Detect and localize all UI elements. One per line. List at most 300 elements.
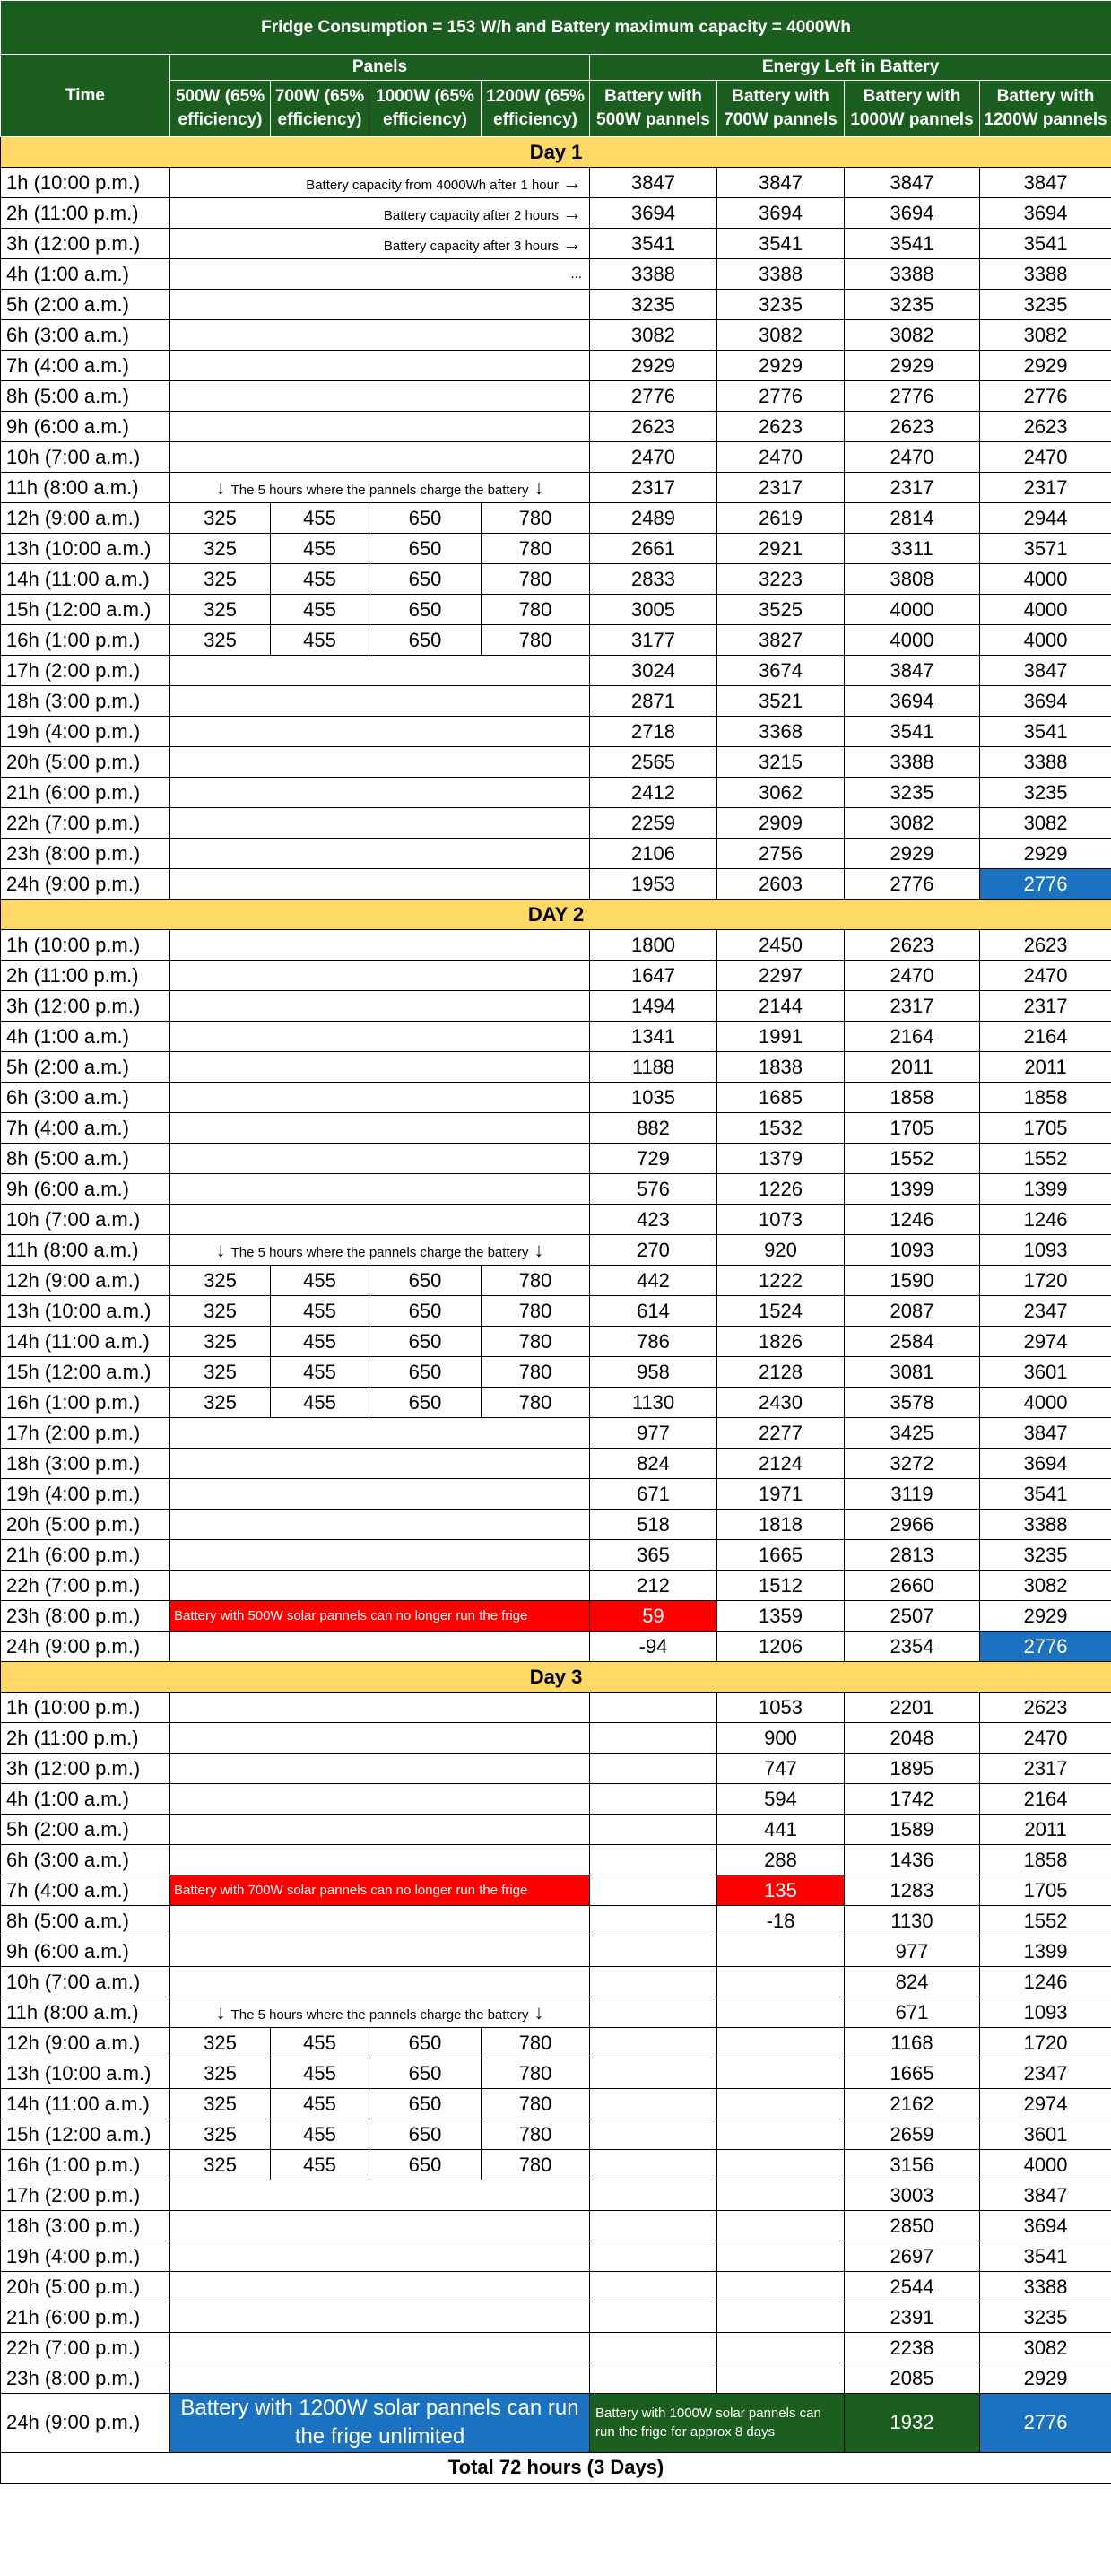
battery-value-cell: 1991	[717, 1022, 845, 1052]
battery-value-cell: 3601	[980, 2119, 1111, 2150]
battery-value-cell: 1246	[845, 1205, 980, 1235]
battery-value-cell: 2623	[980, 1693, 1111, 1723]
battery-value-cell: 2317	[845, 473, 980, 503]
battery-value-cell: 2623	[980, 930, 1111, 961]
battery-value-cell: 1436	[845, 1845, 980, 1875]
battery-value-cell: 3235	[717, 290, 845, 320]
battery-value-cell: -94	[590, 1632, 717, 1662]
battery-value-cell: 3388	[845, 747, 980, 778]
battery-value-cell: 2814	[845, 503, 980, 534]
time-cell: 7h (4:00 a.m.)	[1, 1113, 170, 1144]
time-cell: 23h (8:00 p.m.)	[1, 1601, 170, 1632]
battery-value-cell: 2470	[980, 442, 1111, 473]
time-cell: 17h (2:00 p.m.)	[1, 656, 170, 686]
table-row	[1, 168, 1111, 198]
total-label: Total 72 hours (3 Days)	[1, 2452, 1111, 2483]
table-row	[1, 259, 1111, 290]
table-row	[1, 1967, 1111, 1997]
time-cell: 24h (9:00 p.m.)	[1, 869, 170, 900]
battery-value-cell: 1665	[717, 1540, 845, 1571]
battery-value-cell: 3311	[845, 534, 980, 564]
battery-value-cell: 824	[590, 1449, 717, 1479]
battery-value-cell: 1399	[845, 1174, 980, 1205]
battery-value-cell: 1971	[717, 1479, 845, 1510]
empty-panel-cell	[170, 2363, 590, 2394]
battery-value-cell: 2660	[845, 1571, 980, 1601]
battery-value-cell: 3541	[980, 229, 1111, 259]
battery-value-cell: 2124	[717, 1449, 845, 1479]
battery-value-cell: 2544	[845, 2272, 980, 2302]
battery-value-cell	[590, 2241, 717, 2272]
time-cell: 8h (5:00 a.m.)	[1, 1144, 170, 1174]
panel-output-cell: 780	[482, 2150, 590, 2180]
charge-annotation	[170, 1235, 590, 1266]
battery-value-cell	[590, 1784, 717, 1815]
empty-panel-cell	[170, 381, 590, 412]
panels-header: Panels	[170, 55, 590, 81]
battery-value-cell: 2011	[980, 1815, 1111, 1845]
battery-value-cell: 365	[590, 1540, 717, 1571]
table-row	[1, 1205, 1111, 1235]
table-row	[1, 930, 1111, 961]
time-cell: 19h (4:00 p.m.)	[1, 1479, 170, 1510]
battery-value-cell: 3082	[980, 1571, 1111, 1601]
battery-value-cell	[717, 2180, 845, 2211]
battery-value-cell: -18	[717, 1906, 845, 1936]
time-cell: 21h (6:00 p.m.)	[1, 778, 170, 808]
charge-annotation-text: The 5 hours where the pannels charge the battery	[230, 1244, 529, 1260]
battery-value-cell: 4000	[845, 625, 980, 656]
battery-value-cell: 3235	[845, 290, 980, 320]
battery-value-cell	[590, 2272, 717, 2302]
battery-value-cell: 1858	[980, 1083, 1111, 1113]
time-cell: 23h (8:00 p.m.)	[1, 839, 170, 869]
time-cell: 14h (11:00 a.m.)	[1, 564, 170, 595]
table-row	[1, 2211, 1111, 2241]
battery-value-cell: 2470	[980, 1723, 1111, 1754]
battery-value-cell: 1093	[980, 1997, 1111, 2028]
battery-value-cell	[717, 1967, 845, 1997]
battery-value-cell: 1130	[845, 1906, 980, 1936]
battery-value-cell: 3578	[845, 1388, 980, 1418]
table-row	[1, 290, 1111, 320]
panel-output-cell: 325	[170, 2058, 271, 2089]
battery-value-cell: 2106	[590, 839, 717, 869]
time-cell: 1h (10:00 p.m.)	[1, 1693, 170, 1723]
alert-700w: Battery with 700W solar pannels can no longer run the frige	[170, 1875, 590, 1906]
panel-output-cell: 650	[369, 2119, 482, 2150]
battery-value-cell: 3388	[845, 259, 980, 290]
time-cell: 15h (12:00 a.m.)	[1, 1357, 170, 1388]
battery-value-cell: 1818	[717, 1510, 845, 1540]
battery-value-cell: 977	[845, 1936, 980, 1967]
time-cell: 23h (8:00 p.m.)	[1, 2363, 170, 2394]
capacity-annotation-text: Battery capacity after 2 hours	[383, 207, 559, 223]
battery-value-cell: 3388	[980, 1510, 1111, 1540]
battery-value-cell: 2507	[845, 1601, 980, 1632]
battery-value-cell: 3082	[845, 320, 980, 351]
battery-value-cell	[717, 2241, 845, 2272]
panel-output-cell: 325	[170, 2150, 271, 2180]
ellipsis-annotation: ...	[170, 259, 590, 290]
time-cell: 10h (7:00 a.m.)	[1, 442, 170, 473]
table-row	[1, 2363, 1111, 2394]
battery-col-header: Battery with 1200W pannels	[980, 81, 1111, 137]
battery-value-cell: 3674	[717, 656, 845, 686]
time-cell: 6h (3:00 a.m.)	[1, 320, 170, 351]
battery-value-cell: 3847	[717, 168, 845, 198]
battery-value-cell: 3694	[980, 2211, 1111, 2241]
battery-value-cell	[590, 2333, 717, 2363]
battery-value-cell: 1705	[980, 1113, 1111, 1144]
battery-value-cell: 614	[590, 1296, 717, 1327]
battery-value-cell: 1800	[590, 930, 717, 961]
battery-value-cell: 2470	[845, 442, 980, 473]
time-cell: 6h (3:00 a.m.)	[1, 1845, 170, 1875]
battery-value-cell: 2929	[717, 351, 845, 381]
panel-output-cell: 455	[271, 1327, 369, 1357]
table-row	[1, 473, 1111, 503]
battery-value-cell: 3082	[590, 320, 717, 351]
battery-value-cell	[717, 2058, 845, 2089]
battery-value-cell: 1512	[717, 1571, 845, 1601]
time-cell: 5h (2:00 a.m.)	[1, 1052, 170, 1083]
battery-value-cell: 1895	[845, 1754, 980, 1784]
battery-value-cell: 900	[717, 1723, 845, 1754]
empty-panel-cell	[170, 2180, 590, 2211]
arrow-down-icon: ↓	[534, 2000, 544, 2023]
battery-value-cell: 3694	[980, 1449, 1111, 1479]
battery-col-header: Battery with 500W pannels	[590, 81, 717, 137]
table-row	[1, 2394, 1111, 2453]
empty-panel-cell	[170, 839, 590, 869]
table-row	[1, 1571, 1111, 1601]
battery-value-cell: 3235	[980, 290, 1111, 320]
battery-value-cell: 2277	[717, 1418, 845, 1449]
battery-value-cell: 2011	[980, 1052, 1111, 1083]
battery-value-cell: 1858	[845, 1083, 980, 1113]
table-row	[1, 2180, 1111, 2211]
panel-col-header: 700W (65% efficiency)	[271, 81, 369, 137]
battery-value-cell: 2201	[845, 1693, 980, 1723]
table-row	[1, 1266, 1111, 1296]
battery-value-cell: 3235	[845, 778, 980, 808]
battery-value-cell: 3694	[845, 198, 980, 229]
panel-output-cell: 650	[369, 534, 482, 564]
battery-value-cell: 2756	[717, 839, 845, 869]
time-cell: 16h (1:00 p.m.)	[1, 2150, 170, 2180]
alert-500w: Battery with 500W solar pannels can no longer run the frige	[170, 1601, 590, 1632]
battery-value-cell	[590, 2119, 717, 2150]
panel-output-cell: 780	[482, 595, 590, 625]
table-row	[1, 1936, 1111, 1967]
battery-value-cell: 2929	[980, 839, 1111, 869]
panel-output-cell: 325	[170, 503, 271, 534]
table-row	[1, 1632, 1111, 1662]
time-cell: 13h (10:00 a.m.)	[1, 1296, 170, 1327]
battery-value-cell: 3081	[845, 1357, 980, 1388]
battery-value-cell: 212	[590, 1571, 717, 1601]
panel-output-cell: 650	[369, 2150, 482, 2180]
capacity-annotation	[170, 168, 590, 198]
battery-value-cell: 1035	[590, 1083, 717, 1113]
time-cell: 3h (12:00 p.m.)	[1, 1754, 170, 1784]
empty-panel-cell	[170, 412, 590, 442]
battery-value-cell: 747	[717, 1754, 845, 1784]
table-row	[1, 1174, 1111, 1205]
battery-value-cell: 3082	[980, 320, 1111, 351]
battery-value-cell: 3541	[980, 1479, 1111, 1510]
battery-value-cell: 423	[590, 1205, 717, 1235]
empty-panel-cell	[170, 656, 590, 686]
panel-output-cell: 650	[369, 2089, 482, 2119]
table-row	[1, 1479, 1111, 1510]
time-cell: 22h (7:00 p.m.)	[1, 808, 170, 839]
battery-value-cell: 2776	[980, 381, 1111, 412]
panel-output-cell: 650	[369, 625, 482, 656]
battery-value-cell: 1953	[590, 869, 717, 900]
panel-output-cell: 650	[369, 1266, 482, 1296]
time-cell: 9h (6:00 a.m.)	[1, 412, 170, 442]
battery-value-cell: 2871	[590, 686, 717, 717]
panel-output-cell: 780	[482, 534, 590, 564]
battery-value-cell: 2259	[590, 808, 717, 839]
battery-value-cell: 1246	[980, 1967, 1111, 1997]
battery-value-cell: 1524	[717, 1296, 845, 1327]
empty-panel-cell	[170, 1571, 590, 1601]
battery-value-cell: 2144	[717, 991, 845, 1022]
battery-value-cell: 2929	[845, 839, 980, 869]
table-row	[1, 1754, 1111, 1784]
table-row	[1, 503, 1111, 534]
empty-panel-cell	[170, 808, 590, 839]
battery-value-cell: 3541	[845, 229, 980, 259]
battery-value-cell: 3694	[845, 686, 980, 717]
battery-value-cell: 1858	[980, 1845, 1111, 1875]
table-row	[1, 2119, 1111, 2150]
battery-value-cell: 4000	[980, 564, 1111, 595]
battery-value-cell: 1399	[980, 1936, 1111, 1967]
table-row	[1, 1357, 1111, 1388]
battery-value-cell: 2813	[845, 1540, 980, 1571]
battery-value-cell: 3388	[980, 2272, 1111, 2302]
table-row	[1, 2058, 1111, 2089]
panel-output-cell: 325	[170, 595, 271, 625]
battery-value-cell: 2974	[980, 2089, 1111, 2119]
time-header: Time	[1, 55, 170, 137]
battery-value-cell: 2659	[845, 2119, 980, 2150]
battery-value-cell: 1073	[717, 1205, 845, 1235]
time-cell: 24h (9:00 p.m.)	[1, 1632, 170, 1662]
empty-panel-cell	[170, 1052, 590, 1083]
empty-panel-cell	[170, 778, 590, 808]
battery-value-cell: 4000	[980, 2150, 1111, 2180]
time-cell: 3h (12:00 p.m.)	[1, 991, 170, 1022]
panel-output-cell: 650	[369, 1388, 482, 1418]
time-cell: 5h (2:00 a.m.)	[1, 290, 170, 320]
battery-value-cell: 1932	[845, 2394, 980, 2453]
title-row	[1, 1, 1111, 55]
battery-value-cell: 3388	[590, 259, 717, 290]
panel-output-cell: 780	[482, 1266, 590, 1296]
battery-value-cell: 1093	[845, 1235, 980, 1266]
battery-value-cell	[717, 2302, 845, 2333]
battery-value-cell	[590, 2028, 717, 2058]
panel-output-cell: 780	[482, 503, 590, 534]
battery-value-cell: 3215	[717, 747, 845, 778]
battery-value-cell: 1399	[980, 1174, 1111, 1205]
panel-output-cell: 455	[271, 2028, 369, 2058]
battery-value-cell	[717, 1997, 845, 2028]
panel-output-cell: 455	[271, 625, 369, 656]
empty-panel-cell	[170, 320, 590, 351]
battery-value-cell: 2603	[717, 869, 845, 900]
battery-value-cell: 1705	[845, 1113, 980, 1144]
battery-value-cell	[590, 2363, 717, 2394]
header-row-1	[1, 55, 1111, 81]
battery-value-cell: 2317	[717, 473, 845, 503]
table-row	[1, 442, 1111, 473]
time-cell: 14h (11:00 a.m.)	[1, 2089, 170, 2119]
table-row	[1, 839, 1111, 869]
battery-value-cell: 3235	[980, 1540, 1111, 1571]
table-row	[1, 1327, 1111, 1357]
battery-value-cell: 2661	[590, 534, 717, 564]
table-row	[1, 1296, 1111, 1327]
battery-value-cell: 882	[590, 1113, 717, 1144]
battery-value-cell: 2317	[590, 473, 717, 503]
arrow-down-icon: ↓	[215, 475, 226, 499]
battery-value-cell: 1647	[590, 961, 717, 991]
empty-panel-cell	[170, 1784, 590, 1815]
battery-value-cell: 594	[717, 1784, 845, 1815]
panel-output-cell: 455	[271, 2058, 369, 2089]
battery-value-cell: 2164	[980, 1022, 1111, 1052]
table-row	[1, 198, 1111, 229]
panel-output-cell: 780	[482, 1327, 590, 1357]
battery-value-cell: 2776	[980, 869, 1111, 900]
panel-output-cell: 780	[482, 564, 590, 595]
battery-value-cell: 2048	[845, 1723, 980, 1754]
panel-output-cell: 455	[271, 1357, 369, 1388]
battery-value-cell: 3156	[845, 2150, 980, 2180]
battery-value-cell: 270	[590, 1235, 717, 1266]
time-cell: 9h (6:00 a.m.)	[1, 1936, 170, 1967]
battery-value-cell: 1705	[980, 1875, 1111, 1906]
empty-panel-cell	[170, 686, 590, 717]
table-row	[1, 564, 1111, 595]
battery-value-cell: 2238	[845, 2333, 980, 2363]
battery-value-cell	[590, 1693, 717, 1723]
time-cell: 2h (11:00 p.m.)	[1, 961, 170, 991]
empty-panel-cell	[170, 1936, 590, 1967]
battery-value-cell: 442	[590, 1266, 717, 1296]
panel-output-cell: 325	[170, 625, 271, 656]
table-row	[1, 808, 1111, 839]
battery-value-cell: 1552	[845, 1144, 980, 1174]
battery-value-cell: 3827	[717, 625, 845, 656]
time-cell: 11h (8:00 a.m.)	[1, 1997, 170, 2028]
table-row	[1, 2028, 1111, 2058]
time-cell: 16h (1:00 p.m.)	[1, 625, 170, 656]
panel-output-cell: 780	[482, 2058, 590, 2089]
battery-value-cell: 2718	[590, 717, 717, 747]
time-cell: 3h (12:00 p.m.)	[1, 229, 170, 259]
total-row	[1, 2452, 1111, 2483]
empty-panel-cell	[170, 1022, 590, 1052]
battery-value-cell: 3368	[717, 717, 845, 747]
battery-value-cell: 2087	[845, 1296, 980, 1327]
battery-value-cell: 2623	[980, 412, 1111, 442]
time-cell: 7h (4:00 a.m.)	[1, 1875, 170, 1906]
panel-col-header: 1200W (65% efficiency)	[482, 81, 590, 137]
panel-output-cell: 455	[271, 564, 369, 595]
battery-value-cell: 2317	[980, 991, 1111, 1022]
battery-value-cell: 3541	[717, 229, 845, 259]
battery-value-cell	[590, 2058, 717, 2089]
panel-output-cell: 325	[170, 1388, 271, 1418]
empty-panel-cell	[170, 1967, 590, 1997]
battery-value-cell: 1552	[980, 1906, 1111, 1936]
time-cell: 24h (9:00 p.m.)	[1, 2394, 170, 2453]
day-header-row	[1, 900, 1111, 930]
battery-value-cell: 3082	[845, 808, 980, 839]
panel-output-cell: 455	[271, 534, 369, 564]
panel-output-cell: 455	[271, 595, 369, 625]
battery-value-cell: 3235	[980, 778, 1111, 808]
panel-output-cell: 780	[482, 2089, 590, 2119]
arrow-down-icon: ↓	[534, 475, 544, 499]
table-row	[1, 1235, 1111, 1266]
arrow-right-icon: →	[562, 231, 582, 255]
time-cell: 19h (4:00 p.m.)	[1, 717, 170, 747]
empty-panel-cell	[170, 1510, 590, 1540]
battery-value-cell: 2391	[845, 2302, 980, 2333]
battery-value-cell: 1283	[845, 1875, 980, 1906]
battery-value-cell: 3425	[845, 1418, 980, 1449]
battery-value-cell: 2776	[845, 381, 980, 412]
time-cell: 10h (7:00 a.m.)	[1, 1967, 170, 1997]
panel-output-cell: 455	[271, 1296, 369, 1327]
battery-value-cell: 3847	[590, 168, 717, 198]
battery-value-cell: 920	[717, 1235, 845, 1266]
table-row	[1, 2302, 1111, 2333]
battery-value-cell: 2623	[590, 412, 717, 442]
panel-output-cell: 780	[482, 1296, 590, 1327]
battery-col-header: Battery with 1000W pannels	[845, 81, 980, 137]
battery-value-cell: 2929	[590, 351, 717, 381]
battery-value-cell: 1742	[845, 1784, 980, 1815]
battery-value-cell	[590, 1754, 717, 1784]
battery-value-cell: 2776	[717, 381, 845, 412]
battery-value-cell: 2944	[980, 503, 1111, 534]
time-cell: 17h (2:00 p.m.)	[1, 1418, 170, 1449]
battery-value-cell: 2974	[980, 1327, 1111, 1357]
battery-value-cell: 288	[717, 1845, 845, 1875]
table-row	[1, 381, 1111, 412]
battery-value-cell: 2470	[717, 442, 845, 473]
battery-value-cell: 1685	[717, 1083, 845, 1113]
battery-value-cell: 3272	[845, 1449, 980, 1479]
panel-output-cell: 455	[271, 2150, 369, 2180]
panel-col-header: 500W (65% efficiency)	[170, 81, 271, 137]
day-label: DAY 2	[1, 900, 1111, 930]
panel-output-cell: 650	[369, 1327, 482, 1357]
battery-value-cell: 1720	[980, 1266, 1111, 1296]
time-cell: 20h (5:00 p.m.)	[1, 2272, 170, 2302]
table-row	[1, 1540, 1111, 1571]
battery-value-cell: 1552	[980, 1144, 1111, 1174]
